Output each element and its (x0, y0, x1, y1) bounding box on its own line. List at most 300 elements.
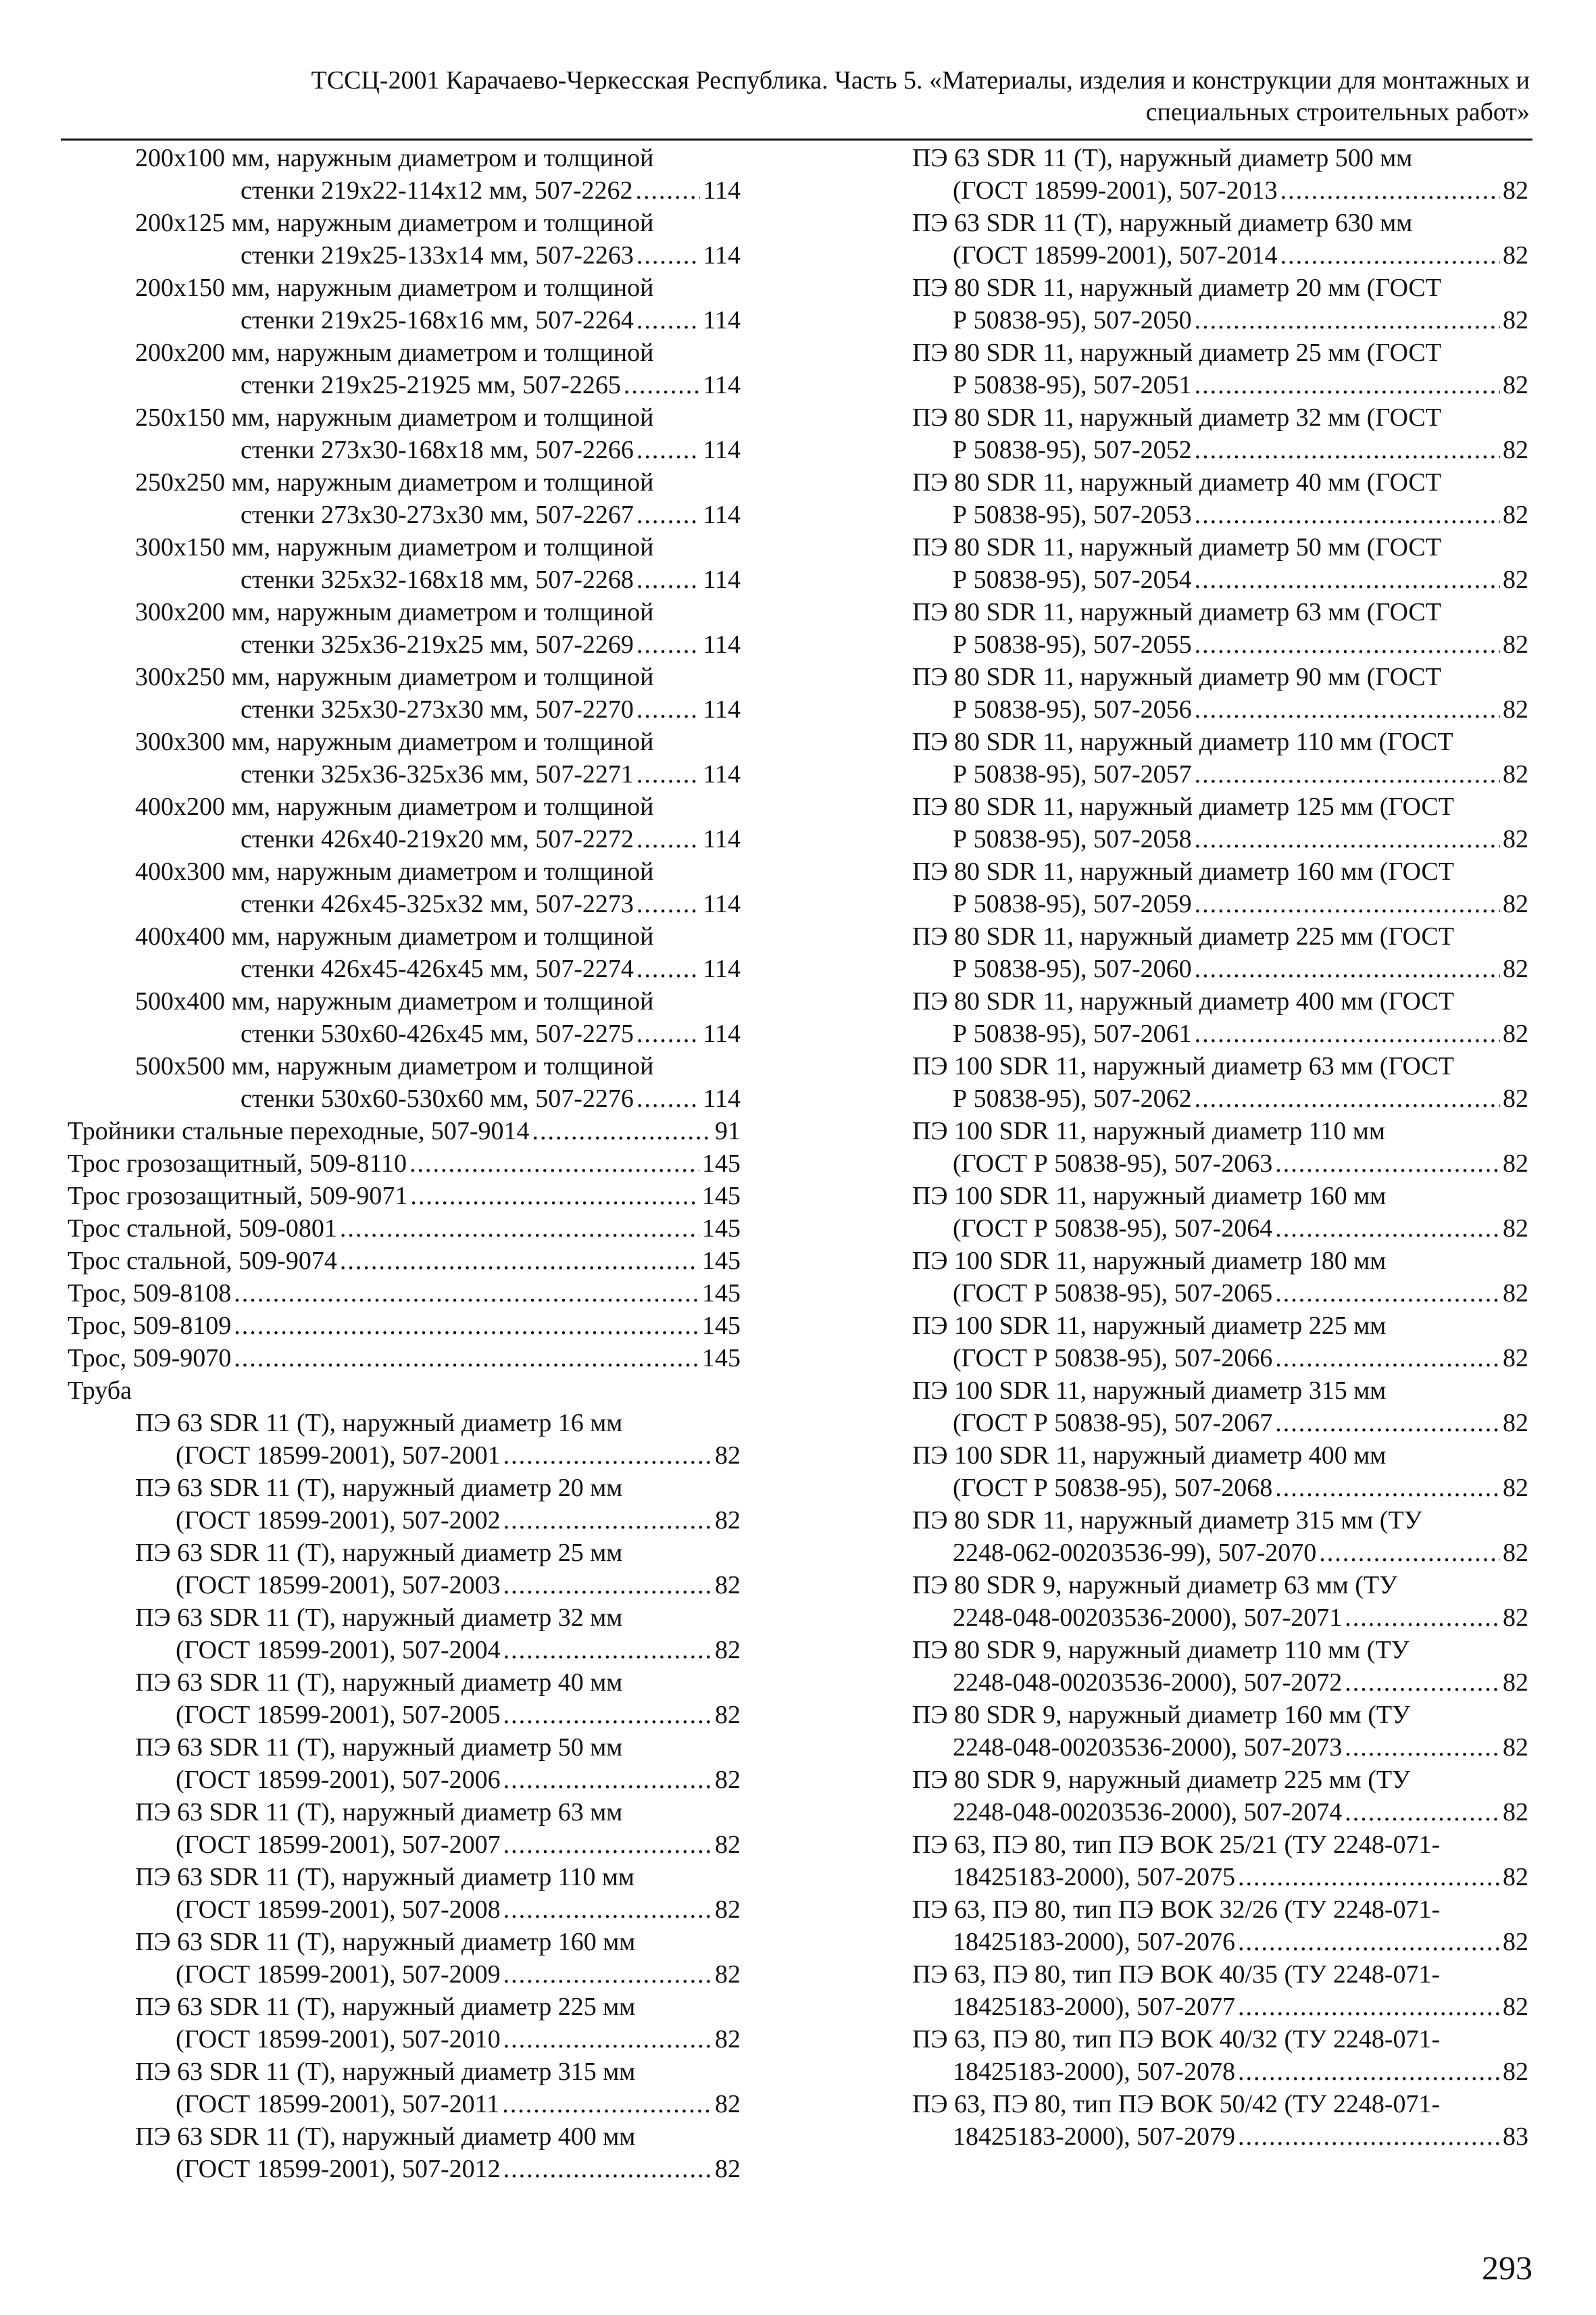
entry-text (68, 1050, 741, 1082)
dot-leader (1195, 564, 1500, 596)
entry-label: 18425183-2000), 507-2077 (953, 1993, 1235, 2021)
dot-leader (1238, 2056, 1500, 2088)
entry-label: ПЭ 80 SDR 11, наружный диаметр 225 мм (ГОСТ (912, 922, 1454, 951)
entry-label: ПЭ 63 SDR 11 (Т), наружный диаметр 50 мм (135, 1733, 623, 1762)
entry-continuation (68, 628, 741, 661)
index-column-right (912, 142, 1528, 2153)
entry-label: стенки 426x40-219x20 мм, 507-2272 (241, 825, 634, 853)
dot-leader (532, 1115, 712, 1147)
entry-label: Р 50838-95), 507-2061 (953, 1020, 1192, 1048)
entry-page-number: 82 (1503, 890, 1528, 918)
entry-text (912, 1310, 1528, 1342)
entry-page-number: 114 (703, 176, 741, 205)
entry-page-number: 83 (1503, 2122, 1528, 2151)
entry-continuation (912, 1342, 1528, 1374)
entry-page-number: 114 (703, 241, 741, 270)
dot-leader (503, 2023, 712, 2056)
entry-label: 18425183-2000), 507-2076 (953, 1928, 1235, 1956)
index-entry (912, 207, 1528, 272)
entry-page-number: 82 (1503, 760, 1528, 789)
entry-label: ПЭ 63, ПЭ 80, тип ПЭ ВОК 50/42 (ТУ 2248-071- (912, 2090, 1441, 2118)
entry-page-number: 82 (715, 1960, 741, 1989)
entry-label: ПЭ 80 SDR 11, наружный диаметр 25 мм (ГОСТ (912, 339, 1441, 367)
entry-text (68, 596, 741, 628)
entry-page-number: 82 (1503, 1214, 1528, 1243)
index-entry (68, 1342, 741, 1374)
entry-text (912, 726, 1528, 758)
dot-leader (1195, 1018, 1500, 1050)
entry-label: 200x100 мм, наружным диаметром и толщиной (135, 144, 654, 172)
entry-text (68, 466, 741, 499)
index-entry (68, 1601, 741, 1666)
entry-page-number: 82 (1503, 1733, 1528, 1762)
index-entry (912, 1439, 1528, 1504)
entry-label: ПЭ 80 SDR 9, наружный диаметр 225 мм (ТУ (912, 1766, 1410, 1794)
entry-text (68, 1731, 741, 1764)
dot-leader (637, 239, 701, 272)
entry-text (68, 142, 741, 174)
entry-text (68, 337, 741, 369)
entry-label: (ГОСТ 18599-2001), 507-2002 (176, 1506, 501, 1535)
index-entry (68, 1245, 741, 1277)
entry-text (68, 985, 741, 1018)
entry-label: стенки 325x32-168x18 мм, 507-2268 (241, 566, 634, 594)
entry-continuation (912, 1212, 1528, 1245)
index-entry (68, 1666, 741, 1731)
index-column-left (68, 142, 741, 2185)
entry-label: 18425183-2000), 507-2075 (953, 1863, 1235, 1891)
index-entry (912, 1310, 1528, 1374)
index-entry (912, 2023, 1528, 2088)
entry-label: ПЭ 63, ПЭ 80, тип ПЭ ВОК 40/35 (ТУ 2248-071- (912, 1960, 1441, 1989)
entry-continuation (68, 1569, 741, 1601)
index-entry (912, 985, 1528, 1050)
entry-label: (ГОСТ 18599-2001), 507-2001 (176, 1441, 501, 1470)
entry-text (912, 1764, 1528, 1796)
entry-label: ПЭ 63, ПЭ 80, тип ПЭ ВОК 32/26 (ТУ 2248-071- (912, 1895, 1441, 1924)
index-entry (912, 1374, 1528, 1439)
entry-page-number: 82 (1503, 1993, 1528, 2021)
entry-continuation (68, 1828, 741, 1861)
entry-text (68, 1310, 741, 1342)
entry-label: 18425183-2000), 507-2079 (953, 2122, 1235, 2151)
entry-continuation (912, 1861, 1528, 1893)
entry-label: стенки 219x25-21925 мм, 507-2265 (241, 371, 621, 399)
entry-text (68, 726, 741, 758)
entry-text (68, 2120, 741, 2153)
entry-continuation (912, 239, 1528, 272)
entry-continuation (68, 693, 741, 726)
entry-text (68, 1537, 741, 1569)
entry-continuation (912, 888, 1528, 920)
dot-leader (1280, 174, 1500, 207)
entry-label: ПЭ 100 SDR 11, наружный диаметр 180 мм (912, 1247, 1387, 1275)
entry-label: Р 50838-95), 507-2050 (953, 306, 1192, 334)
index-entry (912, 1180, 1528, 1245)
index-entry (912, 337, 1528, 401)
dot-leader (637, 304, 701, 337)
entry-text (68, 1180, 741, 1212)
entry-text (68, 2056, 741, 2088)
index-entry (912, 272, 1528, 337)
entry-label: ПЭ 63 SDR 11 (Т), наружный диаметр 500 мм (912, 144, 1413, 172)
index-entry (68, 1147, 741, 1180)
entry-text (68, 661, 741, 693)
index-entry (68, 1277, 741, 1310)
index-entry (912, 1828, 1528, 1893)
entry-continuation (912, 1018, 1528, 1050)
entry-text (912, 1828, 1528, 1861)
entry-text (68, 1342, 741, 1374)
index-entry (912, 1764, 1528, 1828)
entry-continuation (912, 953, 1528, 985)
entry-text (68, 1666, 741, 1699)
entry-label: 300x300 мм, наружным диаметром и толщиной (135, 728, 654, 756)
entry-continuation (912, 1926, 1528, 1958)
entry-label: (ГОСТ 18599-2001), 507-2004 (176, 1636, 501, 1664)
entry-label: ПЭ 80 SDR 11, наружный диаметр 400 мм (ГОСТ (912, 987, 1454, 1016)
entry-label: 200x200 мм, наружным диаметром и толщиной (135, 339, 654, 367)
entry-label: 200x150 мм, наружным диаметром и толщиной (135, 274, 654, 302)
dot-leader (637, 888, 701, 920)
dot-leader (1238, 1926, 1500, 1958)
dot-leader (1195, 369, 1500, 401)
entry-text (912, 466, 1528, 499)
entry-label: 2248-048-00203536-2000), 507-2071 (953, 1603, 1343, 1632)
dot-leader (1195, 434, 1500, 466)
entry-page-number: 82 (715, 2025, 741, 2053)
index-entry (912, 142, 1528, 207)
entry-text (912, 1699, 1528, 1731)
entry-page-number: 145 (702, 1312, 741, 1340)
entry-text (912, 1958, 1528, 1991)
header-line-1: ТССЦ-2001 Карачаево-Черкесская Республика. Часть 5. «Материалы, изделия и конструкции для монтажных и (311, 66, 1530, 95)
entry-text (68, 1601, 741, 1634)
entry-continuation (68, 239, 741, 272)
entry-label: (ГОСТ Р 50838-95), 507-2068 (953, 1474, 1273, 1502)
entry-continuation (68, 2023, 741, 2056)
entry-label: 300x250 мм, наружным диаметром и толщиной (135, 663, 654, 691)
entry-text (912, 1504, 1528, 1537)
entry-text (912, 1115, 1528, 1147)
entry-continuation (912, 1472, 1528, 1504)
entry-page-number: 82 (715, 1636, 741, 1664)
entry-continuation (912, 2056, 1528, 2088)
entry-page-number: 145 (702, 1247, 741, 1275)
header-line-2: специальных строительных работ» (1145, 98, 1530, 126)
entry-page-number: 114 (703, 955, 741, 983)
entry-text (912, 207, 1528, 239)
entry-text (68, 1245, 741, 1277)
entry-text (68, 1861, 741, 1893)
entry-page-number: 114 (703, 371, 741, 399)
entry-label: (ГОСТ 18599-2001), 507-2006 (176, 1766, 501, 1794)
entry-page-number: 82 (715, 1766, 741, 1794)
entry-label: ПЭ 80 SDR 11, наружный диаметр 110 мм (ГОСТ (912, 728, 1453, 756)
entry-text (912, 1374, 1528, 1407)
entry-label: Р 50838-95), 507-2056 (953, 695, 1192, 724)
entry-text (912, 2088, 1528, 2120)
index-entry (912, 855, 1528, 920)
entry-label: Трос грозозащитный, 509-9071 (68, 1182, 408, 1210)
entry-continuation (68, 1699, 741, 1731)
dot-leader (503, 2153, 712, 2185)
dot-leader (410, 1180, 699, 1212)
entry-page-number: 82 (1503, 241, 1528, 270)
entry-text (68, 1407, 741, 1439)
entry-label: ПЭ 63 SDR 11 (Т), наружный диаметр 20 мм (135, 1474, 623, 1502)
dot-leader (1275, 1472, 1500, 1504)
entry-label: 250x250 мм, наружным диаметром и толщиной (135, 468, 654, 497)
entry-label: стенки 530x60-426x45 мм, 507-2275 (241, 1020, 634, 1048)
entry-label: стенки 273x30-273x30 мм, 507-2267 (241, 501, 634, 529)
index-entry (68, 1212, 741, 1245)
entry-label: ПЭ 80 SDR 9, наружный диаметр 63 мм (ТУ (912, 1571, 1397, 1599)
entry-text (68, 1147, 741, 1180)
entry-continuation (68, 1439, 741, 1472)
entry-page-number: 82 (1503, 1863, 1528, 1891)
dot-leader (503, 1634, 712, 1666)
entry-text (912, 2023, 1528, 2056)
entry-label: (ГОСТ 18599-2001), 507-2014 (953, 241, 1278, 270)
index-entry (68, 1861, 741, 1926)
entry-label: 400x300 мм, наружным диаметром и толщиной (135, 857, 654, 886)
entry-continuation (912, 1147, 1528, 1180)
entry-page-number: 114 (703, 306, 741, 334)
entry-label: ПЭ 63 SDR 11 (Т), наружный диаметр 315 мм (135, 2058, 636, 2086)
entry-label: ПЭ 80 SDR 9, наружный диаметр 160 мм (ТУ (912, 1701, 1410, 1729)
index-entry (912, 466, 1528, 531)
entry-label: 500x400 мм, наружным диаметром и толщиной (135, 987, 654, 1016)
entry-page-number: 82 (715, 1895, 741, 1924)
entry-label: (ГОСТ 18599-2001), 507-2012 (176, 2155, 501, 2183)
entry-text (912, 1180, 1528, 1212)
entry-text (912, 401, 1528, 434)
dot-leader (635, 174, 700, 207)
entry-continuation (912, 1731, 1528, 1764)
index-entry (68, 1374, 741, 1407)
dot-leader (1195, 823, 1500, 855)
entry-label: Р 50838-95), 507-2055 (953, 630, 1192, 659)
entry-label: ПЭ 80 SDR 11, наружный диаметр 63 мм (ГОСТ (912, 598, 1441, 626)
entry-continuation (68, 823, 741, 855)
entry-label: Р 50838-95), 507-2057 (953, 760, 1192, 789)
index-entry (68, 1926, 741, 1991)
entry-continuation (68, 1958, 741, 1991)
index-entry (912, 726, 1528, 791)
entry-label: (ГОСТ 18599-2001), 507-2005 (176, 1701, 501, 1729)
entry-label: (ГОСТ 18599-2001), 507-2010 (176, 2025, 501, 2053)
entry-label: (ГОСТ Р 50838-95), 507-2065 (953, 1279, 1273, 1308)
index-entry (912, 1893, 1528, 1958)
dot-leader (637, 693, 701, 726)
entry-continuation (68, 174, 741, 207)
entry-label: 18425183-2000), 507-2078 (953, 2058, 1235, 2086)
entry-page-number: 82 (715, 1571, 741, 1599)
entry-label: ПЭ 63 SDR 11 (Т), наружный диаметр 400 мм (135, 2122, 636, 2151)
index-entry (68, 920, 741, 985)
entry-page-number: 114 (703, 695, 741, 724)
index-entry (68, 401, 741, 466)
index-entry (912, 596, 1528, 661)
dot-leader (502, 2088, 712, 2120)
entry-label: Р 50838-95), 507-2060 (953, 955, 1192, 983)
entry-continuation (912, 499, 1528, 531)
dot-leader (1345, 1731, 1500, 1764)
dot-leader (637, 953, 701, 985)
entry-continuation (68, 953, 741, 985)
entry-continuation (912, 1666, 1528, 1699)
entry-label: ПЭ 63 SDR 11 (Т), наружный диаметр 160 мм (135, 1928, 636, 1956)
dot-leader (234, 1342, 699, 1374)
entry-continuation (68, 1764, 741, 1796)
entry-label: Р 50838-95), 507-2051 (953, 371, 1192, 399)
entry-label: стенки 426x45-325x32 мм, 507-2273 (241, 890, 634, 918)
entry-label: ПЭ 80 SDR 11, наружный диаметр 125 мм (ГОСТ (912, 793, 1454, 821)
index-entry (912, 1569, 1528, 1634)
entry-label: ПЭ 63 SDR 11 (Т), наружный диаметр 225 мм (135, 1993, 636, 2021)
entry-page-number: 82 (715, 1506, 741, 1535)
entry-page-number: 145 (702, 1344, 741, 1372)
dot-leader (1238, 1861, 1500, 1893)
entry-label: ПЭ 100 SDR 11, наружный диаметр 225 мм (912, 1312, 1387, 1340)
entry-page-number: 82 (1503, 1928, 1528, 1956)
entry-page-number: 82 (1503, 1279, 1528, 1308)
entry-label: ПЭ 100 SDR 11, наружный диаметр 160 мм (912, 1182, 1387, 1210)
entry-continuation (912, 693, 1528, 726)
entry-label: ПЭ 100 SDR 11, наружный диаметр 63 мм (ГОСТ (912, 1052, 1454, 1080)
dot-leader (503, 1504, 712, 1537)
entry-page-number: 82 (1503, 825, 1528, 853)
entry-label: Тройники стальные переходные, 507-9014 (68, 1117, 530, 1145)
entry-page-number: 82 (1503, 630, 1528, 659)
entry-label: Р 50838-95), 507-2053 (953, 501, 1192, 529)
entry-continuation (912, 434, 1528, 466)
entry-page-number: 145 (702, 1279, 741, 1308)
entry-label: ПЭ 100 SDR 11, наружный диаметр 400 мм (912, 1441, 1387, 1470)
entry-page-number: 114 (703, 436, 741, 464)
dot-leader (637, 564, 701, 596)
index-entry (912, 401, 1528, 466)
entry-label: Трос грозозащитный, 509-8110 (68, 1149, 407, 1178)
index-entry (68, 2056, 741, 2120)
entry-text (912, 1569, 1528, 1601)
entry-continuation (68, 758, 741, 791)
index-entry (68, 661, 741, 726)
dot-leader (637, 1082, 701, 1115)
entry-text (68, 791, 741, 823)
dot-leader (1195, 628, 1500, 661)
entry-continuation (912, 1796, 1528, 1828)
entry-text (68, 920, 741, 953)
entry-label: (ГОСТ Р 50838-95), 507-2066 (953, 1344, 1273, 1372)
dot-leader (503, 1828, 712, 1861)
entry-continuation (68, 304, 741, 337)
index-entry (912, 1699, 1528, 1764)
entry-text (68, 1115, 741, 1147)
entry-continuation (68, 499, 741, 531)
entry-label: 2248-062-00203536-99), 507-2070 (953, 1539, 1317, 1567)
entry-continuation (912, 304, 1528, 337)
entry-label: стенки 273x30-168x18 мм, 507-2266 (241, 436, 634, 464)
entry-label: ПЭ 100 SDR 11, наружный диаметр 315 мм (912, 1376, 1387, 1405)
dot-leader (1195, 953, 1500, 985)
dot-leader (234, 1310, 699, 1342)
entry-label: стенки 530x60-530x60 мм, 507-2276 (241, 1085, 634, 1113)
dot-leader (234, 1277, 699, 1310)
entry-page-number: 82 (715, 2090, 741, 2118)
entry-page-number: 91 (715, 1117, 741, 1145)
index-entry (68, 1472, 741, 1537)
entry-text (68, 531, 741, 564)
entry-page-number: 82 (1503, 1085, 1528, 1113)
dot-leader (1195, 758, 1500, 791)
entry-continuation (912, 758, 1528, 791)
dot-leader (1195, 304, 1500, 337)
entry-label: 2248-048-00203536-2000), 507-2073 (953, 1733, 1343, 1762)
entry-label: стенки 219x22-114x12 мм, 507-2262 (241, 176, 633, 205)
entry-label: 300x200 мм, наружным диаметром и толщиной (135, 598, 654, 626)
dot-leader (637, 434, 701, 466)
entry-text (912, 985, 1528, 1018)
index-entry (68, 985, 741, 1050)
entry-page-number: 82 (1503, 501, 1528, 529)
dot-leader (1275, 1212, 1500, 1245)
entry-continuation (68, 564, 741, 596)
entry-label: Трос, 509-8109 (68, 1312, 232, 1340)
entry-text (912, 1893, 1528, 1926)
entry-label: Трос, 509-9070 (68, 1344, 232, 1372)
entry-page-number: 82 (1503, 1020, 1528, 1048)
index-entry (912, 531, 1528, 596)
entry-continuation (912, 369, 1528, 401)
entry-text (68, 1374, 741, 1407)
entry-page-number: 82 (1503, 436, 1528, 464)
index-entry (912, 1958, 1528, 2023)
entry-label: ПЭ 63 SDR 11 (Т), наружный диаметр 63 мм (135, 1798, 623, 1826)
entry-page-number: 82 (1503, 1149, 1528, 1178)
entry-label: (ГОСТ Р 50838-95), 507-2063 (953, 1149, 1273, 1178)
entry-page-number: 82 (1503, 306, 1528, 334)
entry-page-number: 114 (703, 501, 741, 529)
entry-text (912, 855, 1528, 888)
entry-label: Р 50838-95), 507-2054 (953, 566, 1192, 594)
entry-label: стенки 325x36-219x25 мм, 507-2269 (241, 630, 634, 659)
entry-label: Р 50838-95), 507-2062 (953, 1085, 1192, 1113)
entry-label: ПЭ 80 SDR 11, наружный диаметр 32 мм (ГОСТ (912, 403, 1441, 432)
entry-text (68, 207, 741, 239)
entry-page-number: 82 (715, 2155, 741, 2183)
entry-label: ПЭ 80 SDR 11, наружный диаметр 160 мм (ГОСТ (912, 857, 1454, 886)
entry-label: ПЭ 80 SDR 9, наружный диаметр 110 мм (ТУ (912, 1636, 1410, 1664)
entry-continuation (68, 434, 741, 466)
dot-leader (637, 823, 701, 855)
dot-leader (1275, 1342, 1500, 1374)
index-entry (912, 661, 1528, 726)
index-entry (68, 1310, 741, 1342)
index-entry (68, 1537, 741, 1601)
dot-leader (1345, 1666, 1500, 1699)
entry-continuation (912, 174, 1528, 207)
index-entry (912, 1050, 1528, 1115)
index-entry (68, 2120, 741, 2185)
dot-leader (1275, 1407, 1500, 1439)
entry-label: 500x500 мм, наружным диаметром и толщиной (135, 1052, 654, 1080)
entry-label: стенки 426x45-426x45 мм, 507-2274 (241, 955, 634, 983)
entry-continuation (912, 564, 1528, 596)
dot-leader (1238, 2120, 1500, 2153)
entry-text (68, 1472, 741, 1504)
